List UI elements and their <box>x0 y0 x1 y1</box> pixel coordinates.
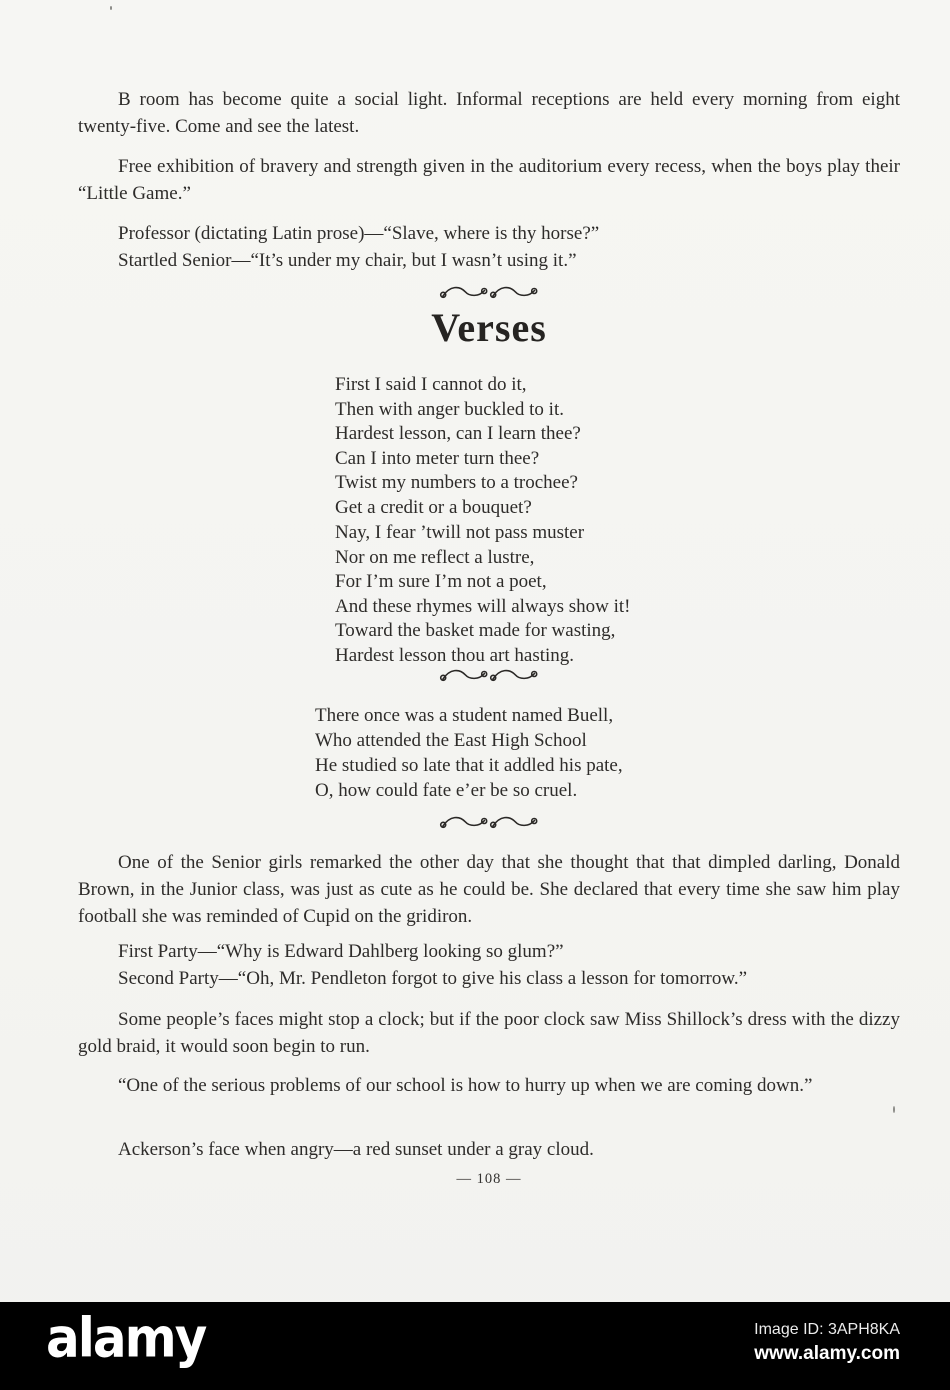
paragraph-social-light: B room has become quite a social light. Informal receptions are held every morning from eight twenty-five. Come and see the latest. <box>78 89 900 137</box>
verse-line: And these rhymes will always show it! <box>335 595 631 617</box>
dialogue-line: Startled Senior—“It’s under my chair, but I wasn’t using it.” <box>118 250 577 271</box>
page-number: — 108 — <box>456 1171 522 1187</box>
paragraph-ackerson: Ackerson’s face when angry—a red sunset under a gray cloud. <box>118 1139 594 1160</box>
dialogue-line: Professor (dictating Latin prose)—“Slave, where is thy horse?” <box>118 223 600 244</box>
verse-line: Toward the basket made for wasting, <box>335 620 616 641</box>
dialogue-line: Second Party—“Oh, Mr. Pendleton forgot to give his class a lesson for tomorrow.” <box>118 968 748 989</box>
verse-line: O, how could fate e’er be so cruel. <box>315 780 578 801</box>
alamy-url-text: www.alamy.com <box>754 1343 900 1364</box>
verse-line: Nay, I fear ’twill not pass muster <box>335 522 585 543</box>
verse-line: Nor on me reflect a lustre, <box>335 546 535 568</box>
dialogue-parties <box>118 938 900 992</box>
flourish-ornament-icon <box>437 666 541 685</box>
verse-line: First I said I cannot do it, <box>335 374 527 395</box>
dialogue-professor <box>118 220 900 274</box>
scan-speck <box>893 1106 895 1113</box>
verse-line: Hardest lesson thou art hasting. <box>335 644 575 666</box>
flourish-divider <box>78 666 900 685</box>
verse-line: There once was a student named Buell, <box>315 705 614 726</box>
verse-stanza-2 <box>335 521 631 668</box>
verse-line: Hardest lesson, can I learn thee? <box>335 423 581 444</box>
paragraph-free-exhibition: Free exhibition of bravery and strength given in the auditorium every recess, when the boys play their “Little Game.” <box>78 156 900 204</box>
paragraph-serious-problems: “One of the serious problems of our school is how to hurry up when we are coming down.” <box>118 1075 813 1096</box>
flourish-ornament-icon <box>437 283 541 302</box>
verse-stanza-1 <box>335 373 581 520</box>
scan-speck <box>110 6 112 10</box>
page-title: Verses <box>431 305 547 350</box>
verse-line: Can I into meter turn thee? <box>335 447 540 469</box>
verse-line: Then with anger buckled to it. <box>335 398 564 420</box>
image-id-text: Image ID: 3APH8KA <box>754 1321 900 1338</box>
flourish-ornament-icon <box>437 813 541 832</box>
dialogue-line: First Party—“Why is Edward Dahlberg looking so glum?” <box>118 941 564 962</box>
flourish-divider <box>78 283 900 302</box>
verse-line: Get a credit or a bouquet? <box>335 496 532 518</box>
paragraph-senior-girls: One of the Senior girls remarked the other day that she thought that that dimpled darling, Donald Brown, in the Junior class, was just as cute as he could be. She declared that every time she saw him play football she was reminded of Cupid on the gridiron. <box>78 852 900 927</box>
verse-line: Who attended the East High School <box>315 730 587 751</box>
verse-line: Twist my numbers to a trochee? <box>335 472 578 493</box>
watermark-info <box>754 1319 900 1367</box>
limerick-buell <box>315 703 623 803</box>
paragraph-stop-clock: Some people’s faces might stop a clock; but if the poor clock saw Miss Shillock’s dress with the dizzy gold braid, it would soon begin to run. <box>78 1009 900 1057</box>
verse-line: He studied so late that it addled his pate, <box>315 755 623 776</box>
flourish-divider <box>78 813 900 832</box>
alamy-watermark-bar <box>0 1302 950 1390</box>
verse-line: For I’m sure I’m not a poet, <box>335 571 547 592</box>
alamy-logo: alamy <box>46 1306 206 1370</box>
